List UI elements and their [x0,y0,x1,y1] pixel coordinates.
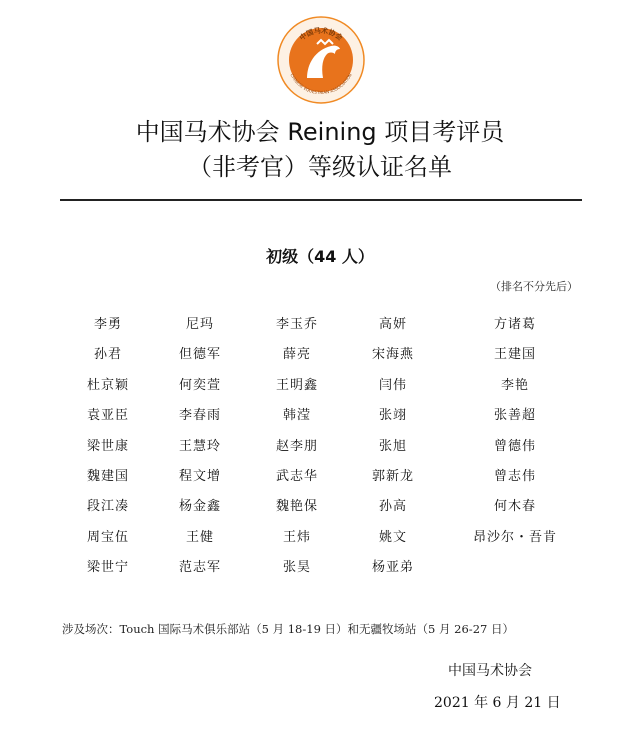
name-cell: 张善超 [493,408,536,424]
name-cell: 张旭 [378,438,407,454]
association-logo [277,16,365,104]
name-cell: 范志军 [178,560,221,576]
name-cell: 张翊 [378,408,407,424]
name-cell: 周宝伍 [86,529,129,545]
name-cell: 宋海燕 [371,347,414,363]
name-cell: 姚文 [378,529,407,545]
name-row [0,404,640,434]
name-cell: 王炜 [282,529,311,545]
title-divider [60,199,582,201]
venue-note: 涉及场次：Touch 国际马术俱乐部站（5 月 18-19 日）和无疆牧场站（5 月 26-27 日） [62,622,514,636]
name-cell: 杜京颖 [86,377,129,393]
name-cell: 程文增 [178,468,221,484]
issuing-organization: 中国马术协会 [448,663,532,679]
name-cell: 闫伟 [378,377,407,393]
logo-text-en: CHINESE EQUESTRIAN ASSOCIATION [289,72,353,96]
section-heading: 初级（44 人） [266,247,374,266]
name-cell: 李艳 [500,377,529,393]
name-cell: 孙君 [93,347,122,363]
name-cell: 曾志伟 [493,468,536,484]
name-cell: 薛亮 [282,347,311,363]
name-cell: 但德军 [178,347,221,363]
name-cell: 王明鑫 [275,377,318,393]
name-cell: 张昊 [282,560,311,576]
name-cell: 李春雨 [178,408,221,424]
name-cell: 武志华 [275,468,318,484]
logo-text-cn: 中国马术协会 [298,26,344,43]
name-cell: 魏建国 [86,468,129,484]
name-row [0,313,640,343]
name-cell: 梁世康 [86,438,129,454]
name-cell: 王慧玲 [178,438,221,454]
name-row [0,495,640,525]
name-cell: 袁亚臣 [86,408,129,424]
document-title-line2: （非考官）等级认证名单 [188,153,452,181]
document-title-line1: 中国马术协会 Reining 项目考评员 [135,118,505,146]
name-row [0,556,640,586]
name-cell: 曾德伟 [493,438,536,454]
order-note: （排名不分先后） [490,280,578,293]
name-cell: 高妍 [378,317,407,332]
name-cell: 韩滢 [282,408,311,424]
name-cell: 李勇 [93,317,122,332]
name-cell: 何奕萱 [178,377,221,393]
name-cell: 孙高 [378,499,407,515]
name-cell: 杨金鑫 [178,499,221,515]
name-cell: 杨亚弟 [371,560,414,576]
issue-date: 2021 年 6 月 21 日 [434,695,561,711]
name-cell: 王健 [185,529,214,545]
name-cell: 郭新龙 [371,468,414,484]
name-list [0,313,640,587]
name-cell: 李玉乔 [275,317,318,332]
name-row [0,526,640,556]
name-cell: 魏艳保 [275,499,318,515]
name-cell: 梁世宁 [86,560,129,576]
name-cell: 段江凑 [86,499,129,515]
name-cell: 尼玛 [185,317,214,332]
name-cell: 王建国 [493,347,536,363]
name-row [0,374,640,404]
name-row [0,465,640,495]
name-row [0,435,640,465]
name-cell: 方诸葛 [493,317,536,332]
name-row [0,343,640,373]
name-cell: 赵李朋 [275,438,318,454]
name-cell: 何木春 [493,499,536,515]
name-cell: 昂沙尔・吾肯 [472,529,557,545]
